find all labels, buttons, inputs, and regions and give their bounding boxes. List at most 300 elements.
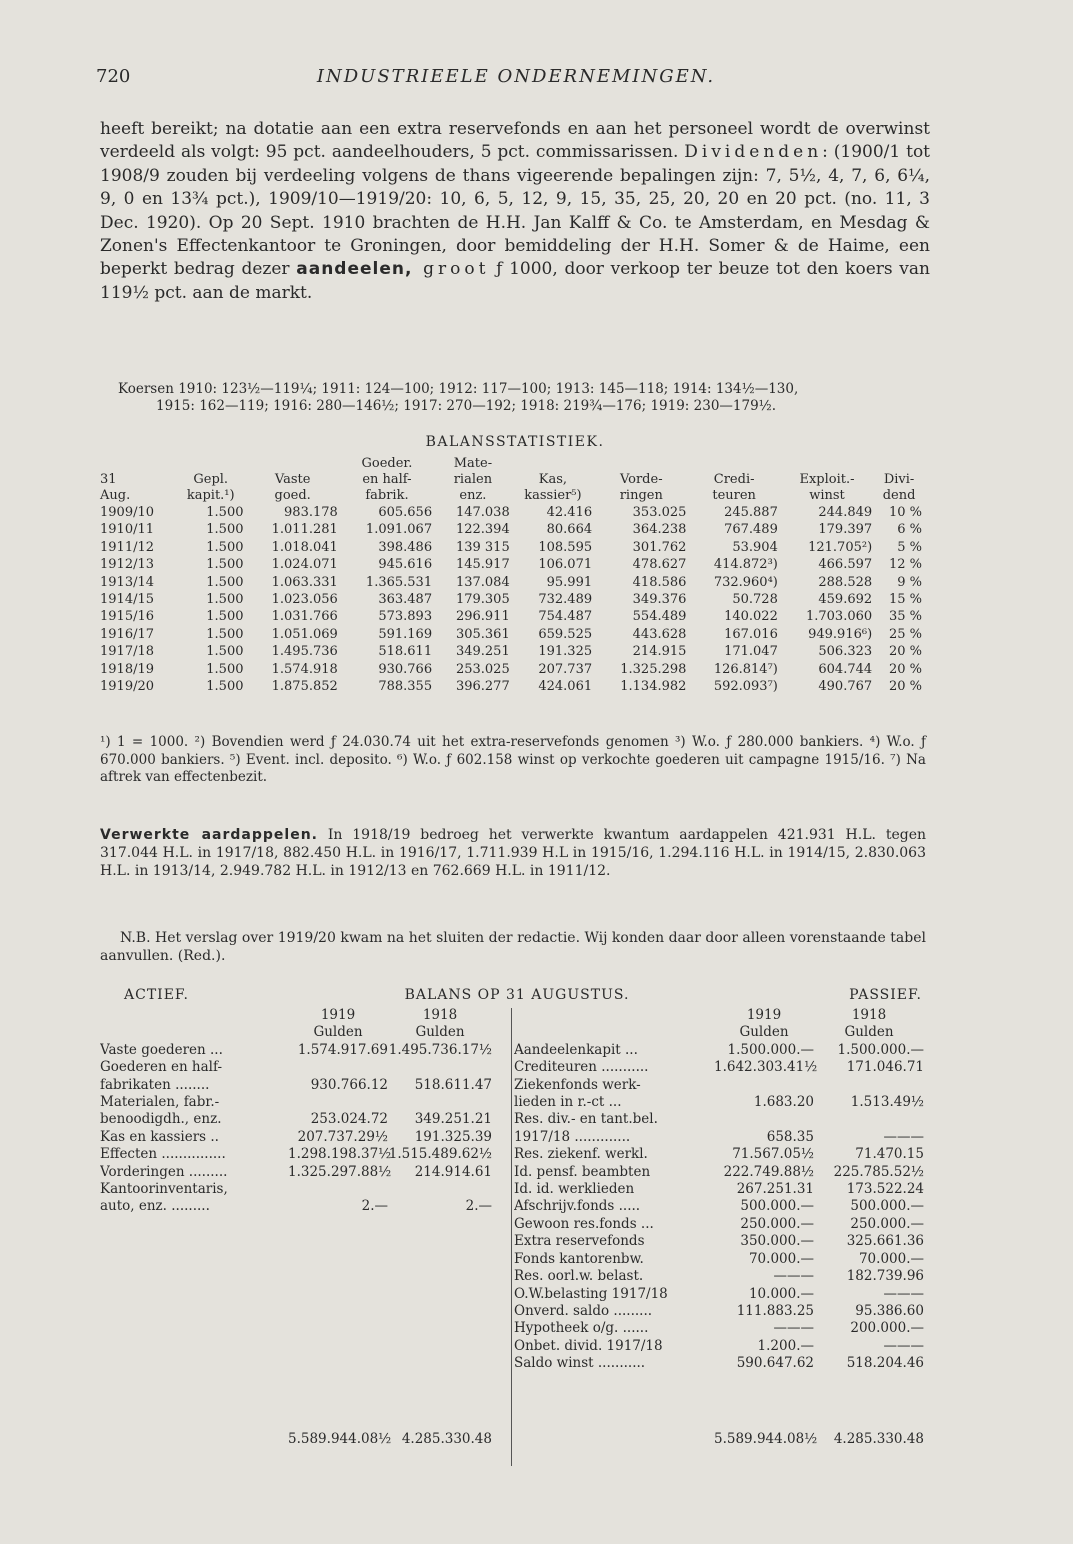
balans-value: 182.739.96	[846, 1268, 924, 1285]
balans-label: Res. oorl.w. belast.	[514, 1268, 644, 1285]
balans-value: 658.35	[766, 1128, 814, 1145]
table-cell: 5 %	[897, 539, 922, 555]
balans-value: 1919	[320, 1007, 356, 1023]
table-cell: 490.767	[818, 679, 873, 695]
passief-row	[514, 1251, 926, 1268]
balans-value: 1.642.303.41½	[714, 1059, 818, 1076]
table-cell: 1909/10	[100, 505, 155, 520]
passief-year-header	[514, 1007, 926, 1024]
balans-label: 1917/18 .............	[514, 1128, 631, 1145]
balans-value: 200.000.—	[850, 1320, 924, 1337]
table-cell: 305.361	[455, 626, 510, 642]
balans-value: 5.589.944.08½	[288, 1431, 392, 1448]
table-cell: 554.489	[632, 609, 687, 625]
balans-label: Ziekenfonds werk-	[514, 1076, 641, 1093]
aandeelen-label: aandeelen,	[296, 259, 413, 280]
table-row	[98, 574, 924, 591]
table-cell: 363.487	[378, 592, 433, 608]
passief-column	[514, 1007, 926, 1449]
table-cell: 418.586	[632, 574, 687, 590]
actief-row	[100, 1164, 500, 1181]
actief-label: ACTIEF.	[124, 987, 189, 1003]
balans-divider	[511, 1008, 512, 1466]
table-cell: 349.251	[455, 644, 510, 660]
balans-label: benoodigdh., enz.	[100, 1111, 222, 1128]
table-cell: 80.664	[546, 522, 593, 538]
table-cell: 466.597	[818, 557, 873, 573]
table-cell: 1914/15	[100, 592, 155, 608]
table-cell: 1917/18	[100, 644, 155, 660]
balansstatistiek-title: BALANSSTATISTIEK.	[425, 434, 605, 450]
balans-label: Fonds kantorenbw.	[514, 1250, 644, 1267]
balans-value	[388, 1059, 492, 1076]
balans-label: Res. div.- en tant.bel.	[514, 1111, 658, 1128]
column-header: Goeder. en half- fabrik.	[361, 456, 413, 503]
intro-paragraph	[100, 118, 930, 305]
passief-row	[514, 1129, 926, 1146]
passief-total-row	[514, 1431, 926, 1448]
balans-label: Goederen en half-	[100, 1059, 223, 1076]
balans-value	[288, 1181, 388, 1198]
koersen-line-1: Koersen 1910: 123½—119¼; 1911: 124—100; 1912: 117—100; 1913: 145—118; 1914: 134½—130,	[118, 381, 799, 397]
balans-value: 1.325.297.88½	[288, 1163, 392, 1180]
aardappelen-text: In 1918/19 bedroeg het verwerkte kwantum aardappelen 421.931 H.L. tegen 317.044 H.L. in 1917/18, 882.450 H.L. in 1916/17, 1.711.939 H.L in 1915/16, 1.294.116 H.L. in 1914/15, 2.830.063 H.L. in 1913/14, 2.949.782 H.L. in 1912/13 en 762.669 H.L. in 1911/12.	[100, 827, 926, 880]
table-cell: 754.487	[538, 609, 593, 625]
balans-label: Hypotheek o/g. ......	[514, 1320, 649, 1337]
table-cell: 179.305	[455, 592, 510, 608]
balans-value: ———	[883, 1285, 924, 1302]
footnotes-text: ¹) 1 = 1000. ²) Bovendien werd ƒ 24.030.74 uit het extra-reservefonds genomen ³) W.o. ƒ 280.000 bankiers. ⁴) W.o. ƒ 670.000 bankiers. ⁵) Event. incl. deposito. ⁶) W.o. ƒ 602.158 winst op verkochte goederen uit campagne 1915/16. ⁷) Na aftrek van effectenbezit.	[100, 734, 926, 785]
table-cell: 1.051.069	[271, 626, 338, 642]
table-cell: 1919/20	[100, 679, 155, 695]
table-cell: 108.595	[538, 539, 593, 555]
table-cell: 1.024.071	[271, 557, 338, 573]
balans-value: 500.000.—	[740, 1198, 814, 1215]
balans-value: 1.683.20	[753, 1094, 814, 1111]
table-cell: 592.093⁷)	[713, 679, 778, 695]
balans-label: Id. pensf. beambten	[514, 1163, 651, 1180]
actief-row	[100, 1181, 500, 1198]
balans-value	[388, 1181, 492, 1198]
aardappelen-label: Verwerkte aardappelen.	[100, 827, 318, 843]
aardappelen-paragraph	[100, 826, 926, 881]
balans-value	[288, 1059, 388, 1076]
balans-value: 1.298.198.37½	[288, 1146, 392, 1163]
table-cell: 167.016	[724, 626, 778, 642]
table-cell: 1.500	[206, 505, 244, 520]
table-cell: 398.486	[378, 539, 433, 555]
table-row	[98, 504, 924, 521]
actief-column	[100, 1007, 500, 1449]
passief-row	[514, 1042, 926, 1059]
table-cell: 478.627	[632, 557, 687, 573]
table-cell: 171.047	[724, 644, 778, 660]
table-cell: 945.616	[378, 557, 433, 573]
balans-label	[100, 1431, 288, 1448]
table-cell: 349.376	[632, 592, 687, 608]
table-cell: 1.134.982	[620, 679, 687, 695]
column-header: Credi- teuren	[712, 472, 756, 503]
table-cell: 949.916⁶)	[808, 626, 873, 642]
column-header: Mate- rialen enz.	[453, 456, 493, 503]
table-cell: 214.915	[632, 644, 687, 660]
balans-label: lieden in r.-ct ...	[514, 1094, 622, 1111]
balans-value: 1.574.917.69	[297, 1041, 388, 1058]
balansstatistiek-table	[98, 456, 924, 695]
balans-value: 4.285.330.48	[401, 1431, 492, 1448]
balans-value: 4.285.330.48	[833, 1431, 924, 1448]
table-cell: 1.574.918	[271, 661, 338, 677]
passief-row	[514, 1111, 926, 1128]
passief-row	[514, 1233, 926, 1250]
column-header: Divi- dend	[882, 472, 916, 503]
table-cell: 191.325	[538, 644, 593, 660]
nb-paragraph	[100, 929, 926, 965]
table-cell: 1911/12	[100, 539, 155, 555]
table-cell: 591.169	[378, 626, 433, 642]
balans-value: 253.024.72	[310, 1111, 388, 1128]
intro-text-2: : (1900/1 tot 1908/9 zouden bij verdeeling volgens de thans vigeerende bepalingen zijn: 7, 5½, 4, 7, 6, 6¼, 9, 0 en 13¾ pct.), 1909/10—1919/20: 10, 6, 5, 12, 9, 15, 35, 25, 20, 20 en 20 pct. (no. 11, 3 Dec. 1920). Op 20 Sept. 1910 brachten de H.H. Jan Kalff & Co. te Amsterdam, en Mesdag & Zonen's Effectenkantoor te Groningen, door bemiddeling der H.H. Somer & de Haime, een beperkt bedrag dezer	[100, 142, 931, 280]
table-row	[98, 539, 924, 556]
balans-value	[714, 1111, 814, 1128]
table-cell: 137.084	[455, 574, 510, 590]
table-cell: 106.071	[538, 557, 593, 573]
table-row	[98, 556, 924, 573]
table-cell: 604.744	[818, 661, 873, 677]
table-cell: 1918/19	[100, 661, 155, 677]
balans-label: Effecten ...............	[100, 1146, 226, 1163]
balans-value: 325.661.36	[846, 1233, 924, 1250]
balans-label: Kas en kassiers ..	[100, 1128, 219, 1145]
balans-value: 111.883.25	[736, 1302, 814, 1319]
table-cell: 1.500	[206, 574, 244, 590]
passief-label: PASSIEF.	[849, 987, 922, 1003]
table-cell: 10 %	[888, 505, 922, 520]
table-cell: 659.525	[538, 626, 593, 642]
table-cell: 396.277	[455, 679, 510, 695]
balans-value: 1.515.489.62½	[388, 1146, 492, 1163]
passief-row	[514, 1268, 926, 1285]
column-header: 31 Aug.	[100, 472, 131, 503]
passief-unit-header	[514, 1024, 926, 1041]
balans-label: auto, enz. .........	[100, 1198, 210, 1215]
intro-text-3: ƒ 1000, door verkoop ter beuze tot den koers van 119½ pct. aan de markt.	[100, 259, 930, 303]
actief-row	[100, 1059, 500, 1076]
running-title: INDUSTRIEELE ONDERNEMINGEN.	[316, 66, 716, 87]
table-cell: 1.500	[206, 592, 244, 608]
table-cell: 301.762	[632, 539, 687, 555]
balans-label	[514, 1024, 714, 1041]
table-cell: 1913/14	[100, 574, 155, 590]
passief-row	[514, 1198, 926, 1215]
table-cell: 244.849	[818, 505, 873, 520]
balans-header	[100, 987, 926, 1005]
table-cell: 35 %	[888, 609, 922, 625]
actief-total-row	[100, 1431, 500, 1448]
dividenden-label: Dividenden	[684, 142, 823, 163]
balans-value: 518.611.47	[414, 1076, 492, 1093]
table-cell: 1.063.331	[271, 574, 338, 590]
balans-value: 1.200.—	[757, 1337, 814, 1354]
table-cell: 1910/11	[100, 522, 155, 538]
actief-row	[100, 1198, 500, 1215]
balans-label: Res. ziekenf. werkl.	[514, 1146, 648, 1163]
balans-value	[388, 1094, 492, 1111]
table-cell: 126.814⁷)	[713, 661, 778, 677]
table-cell: 288.528	[818, 574, 873, 590]
table-row	[98, 521, 924, 538]
balans-value: ———	[773, 1268, 814, 1285]
balans-value: 590.647.62	[736, 1355, 814, 1372]
table-cell: 1916/17	[100, 626, 155, 642]
table-cell: 245.887	[724, 505, 778, 520]
balans-value: 250.000.—	[740, 1215, 814, 1232]
table-cell: 1.500	[206, 609, 244, 625]
balans-value: 1918	[851, 1007, 887, 1023]
table-cell: 1.500	[206, 644, 244, 660]
table-cell: 139 315	[455, 539, 510, 555]
table-header-row	[98, 456, 924, 504]
table-cell: 1.031.766	[271, 609, 338, 625]
passief-row	[514, 1094, 926, 1111]
table-cell: 732.489	[538, 592, 593, 608]
table-cell: 573.893	[378, 609, 433, 625]
table-cell: 1915/16	[100, 609, 155, 625]
actief-row	[100, 1077, 500, 1094]
balans-value: 71.470.15	[855, 1146, 924, 1163]
balans-value: 225.785.52½	[833, 1163, 924, 1180]
balans-value	[714, 1077, 814, 1094]
balans-value: ———	[883, 1337, 924, 1354]
passief-row	[514, 1077, 926, 1094]
balans-value: 10.000.—	[748, 1285, 814, 1302]
balans-label: Crediteuren ...........	[514, 1059, 649, 1076]
passief-row	[514, 1059, 926, 1076]
balans-label: Gewoon res.fonds ...	[514, 1215, 654, 1232]
table-row	[98, 643, 924, 660]
table-cell: 518.611	[378, 644, 433, 660]
actief-year-header	[100, 1007, 500, 1024]
balans-value: 173.522.24	[846, 1181, 924, 1198]
table-row	[98, 661, 924, 678]
table-cell: 1.500	[206, 661, 244, 677]
balans-label: Onverd. saldo .........	[514, 1302, 653, 1319]
table-cell: 95.991	[546, 574, 593, 590]
table-cell: 443.628	[632, 626, 687, 642]
column-header: Gepl. kapit.¹)	[186, 472, 235, 503]
balans-value: 930.766.12	[310, 1076, 388, 1093]
passief-row	[514, 1320, 926, 1337]
footnotes	[100, 734, 926, 787]
balans-value: 1.500.000.—	[837, 1041, 924, 1058]
page-header	[96, 66, 936, 90]
table-cell: 788.355	[378, 679, 433, 695]
table-cell: 42.416	[546, 505, 593, 520]
table-cell: 20 %	[888, 661, 922, 677]
table-cell: 930.766	[378, 661, 433, 677]
balans-value: 171.046.71	[846, 1059, 924, 1076]
table-cell: 253.025	[455, 661, 510, 677]
balans-label: fabrikaten ........	[100, 1076, 210, 1093]
table-cell: 296.911	[455, 609, 510, 625]
balans-value: 2.—	[361, 1198, 388, 1215]
balans-value	[814, 1111, 924, 1128]
balans-value: 5.589.944.08½	[714, 1431, 818, 1448]
balans-value: 191.325.39	[414, 1128, 492, 1145]
balans-value: 70.000.—	[748, 1250, 814, 1267]
passief-row	[514, 1164, 926, 1181]
passief-row	[514, 1303, 926, 1320]
table-cell: 1.875.852	[271, 679, 338, 695]
table-cell: 147.038	[455, 505, 510, 520]
table-cell: 53.904	[732, 539, 778, 555]
balans-value: 267.251.31	[736, 1181, 814, 1198]
balans-label: Vaste goederen ...	[100, 1041, 223, 1058]
table-cell: 364.238	[632, 522, 687, 538]
table-cell: 605.656	[378, 505, 433, 520]
table-cell: 459.692	[818, 592, 873, 608]
balans-value: 350.000.—	[740, 1233, 814, 1250]
balans-label: Materialen, fabr.-	[100, 1094, 220, 1111]
passief-row	[514, 1286, 926, 1303]
balans-value: 2.—	[465, 1198, 492, 1215]
balans-value: 214.914.61	[414, 1163, 492, 1180]
table-cell: 20 %	[888, 679, 922, 695]
table-cell: 1.500	[206, 679, 244, 695]
table-cell: 414.872³)	[713, 557, 778, 573]
intro-text-1: heeft bereikt; na dotatie aan een extra reservefonds en aan het personeel wordt de overwinst verdeeld als volgt: 95 pct. aandeelhouders, 5 pct. commissarissen.	[100, 119, 930, 163]
table-cell: 9 %	[897, 574, 922, 590]
balans-value: ———	[883, 1128, 924, 1145]
table-cell: 1.495.736	[271, 644, 338, 660]
balans-label: Afschrijv.fonds .....	[514, 1198, 641, 1215]
table-cell: 12 %	[888, 557, 922, 573]
nb-text: N.B. Het verslag over 1919/20 kwam na het sluiten der redactie. Wij konden daar door alleen vorenstaande tabel aanvullen. (Red.).	[100, 930, 926, 965]
balans-label: Extra reservefonds	[514, 1233, 645, 1250]
table-cell: 1.500	[206, 522, 244, 538]
balans-value: Gulden	[415, 1024, 465, 1041]
balans-value	[288, 1094, 388, 1111]
groot-label: groot	[412, 259, 490, 280]
balans-value: Gulden	[739, 1024, 789, 1041]
table-cell: 122.394	[455, 522, 510, 538]
table-cell: 145.917	[455, 557, 510, 573]
balans-label: Vorderingen .........	[100, 1163, 228, 1180]
actief-unit-header	[100, 1024, 500, 1041]
actief-row	[100, 1111, 500, 1128]
column-header: Vorde- ringen	[619, 472, 663, 503]
balans-label: Kantoorinventaris,	[100, 1181, 228, 1198]
balans-value: Gulden	[844, 1024, 894, 1041]
table-cell: 140.022	[724, 609, 778, 625]
table-cell: 179.397	[818, 522, 873, 538]
balans-label	[514, 1431, 714, 1448]
balans-value: 349.251.21	[414, 1111, 492, 1128]
table-cell: 983.178	[284, 505, 338, 520]
balans-value: 222.749.88½	[723, 1163, 814, 1180]
passief-row	[514, 1216, 926, 1233]
table-cell: 20 %	[888, 644, 922, 660]
balans-value: 518.204.46	[846, 1355, 924, 1372]
table-cell: 1.500	[206, 626, 244, 642]
table-cell: 353.025	[632, 505, 687, 520]
table-cell: 207.737	[538, 661, 593, 677]
table-cell: 50.728	[732, 592, 778, 608]
table-cell: 1.023.056	[271, 592, 338, 608]
passief-row	[514, 1181, 926, 1198]
balans-label	[100, 1024, 288, 1041]
table-cell: 1.018.041	[271, 539, 338, 555]
table-cell: 25 %	[888, 626, 922, 642]
table-row	[98, 678, 924, 695]
column-header: Vaste goed.	[274, 472, 311, 503]
table-cell: 767.489	[724, 522, 778, 538]
balans-value: 95.386.60	[855, 1302, 924, 1319]
table-cell: 1.500	[206, 557, 244, 573]
balans-label: O.W.belasting 1917/18	[514, 1285, 668, 1302]
table-cell: 506.323	[818, 644, 873, 660]
balans-value: Gulden	[313, 1024, 363, 1041]
actief-row	[100, 1129, 500, 1146]
column-header: Exploit.- winst	[799, 472, 855, 503]
koersen-line-2: 1915: 162—119; 1916: 280—146½; 1917: 270—192; 1918: 219¾—176; 1919: 230—179½.	[156, 398, 777, 414]
balans-value	[814, 1077, 924, 1094]
passief-row	[514, 1146, 926, 1163]
table-cell: 15 %	[888, 592, 922, 608]
balans-title: BALANS OP 31 AUGUSTUS.	[404, 987, 630, 1003]
table-cell: 1.091.067	[365, 522, 433, 538]
table-row	[98, 608, 924, 625]
table-cell: 732.960⁴)	[713, 574, 778, 590]
balans-label: Onbet. divid. 1917/18	[514, 1337, 663, 1354]
balans-label: Id. id. werklieden	[514, 1181, 635, 1198]
page-number: 720	[96, 66, 131, 87]
table-row	[98, 591, 924, 608]
balans-value: 1.495.736.17½	[388, 1041, 492, 1058]
table-cell: 1.325.298	[620, 661, 687, 677]
column-header: Kas, kassier⁵)	[524, 472, 582, 503]
balans-value: 71.567.05½	[732, 1146, 814, 1163]
table-cell: 1.500	[206, 539, 244, 555]
balans-value: 1.513.49½	[850, 1094, 924, 1111]
table-cell: 1.365.531	[365, 574, 433, 590]
balans-value: 1.500.000.—	[727, 1041, 814, 1058]
balans-value: 207.737.29½	[297, 1128, 388, 1145]
table-cell: 6 %	[897, 522, 922, 538]
koersen-block	[100, 381, 930, 415]
balans-label	[514, 1007, 714, 1024]
balans-label: Aandeelenkapit ...	[514, 1041, 638, 1058]
balans-value: 1919	[746, 1007, 782, 1023]
balans-value: 500.000.—	[850, 1198, 924, 1215]
actief-row	[100, 1146, 500, 1163]
actief-row	[100, 1094, 500, 1111]
table-cell: 121.705²)	[808, 539, 873, 555]
passief-row	[514, 1338, 926, 1355]
actief-row	[100, 1042, 500, 1059]
table-cell: 1.011.281	[271, 522, 338, 538]
table-cell: 1.703.060	[805, 609, 873, 625]
table-cell: 424.061	[538, 679, 593, 695]
table-row	[98, 626, 924, 643]
table-cell: 1912/13	[100, 557, 155, 573]
passief-row	[514, 1355, 926, 1372]
balans-value: 1918	[422, 1007, 458, 1023]
balans-label: Saldo winst ...........	[514, 1355, 646, 1372]
balans-label	[100, 1007, 288, 1024]
balans-value: 250.000.—	[850, 1215, 924, 1232]
balans-value: 70.000.—	[858, 1250, 924, 1267]
